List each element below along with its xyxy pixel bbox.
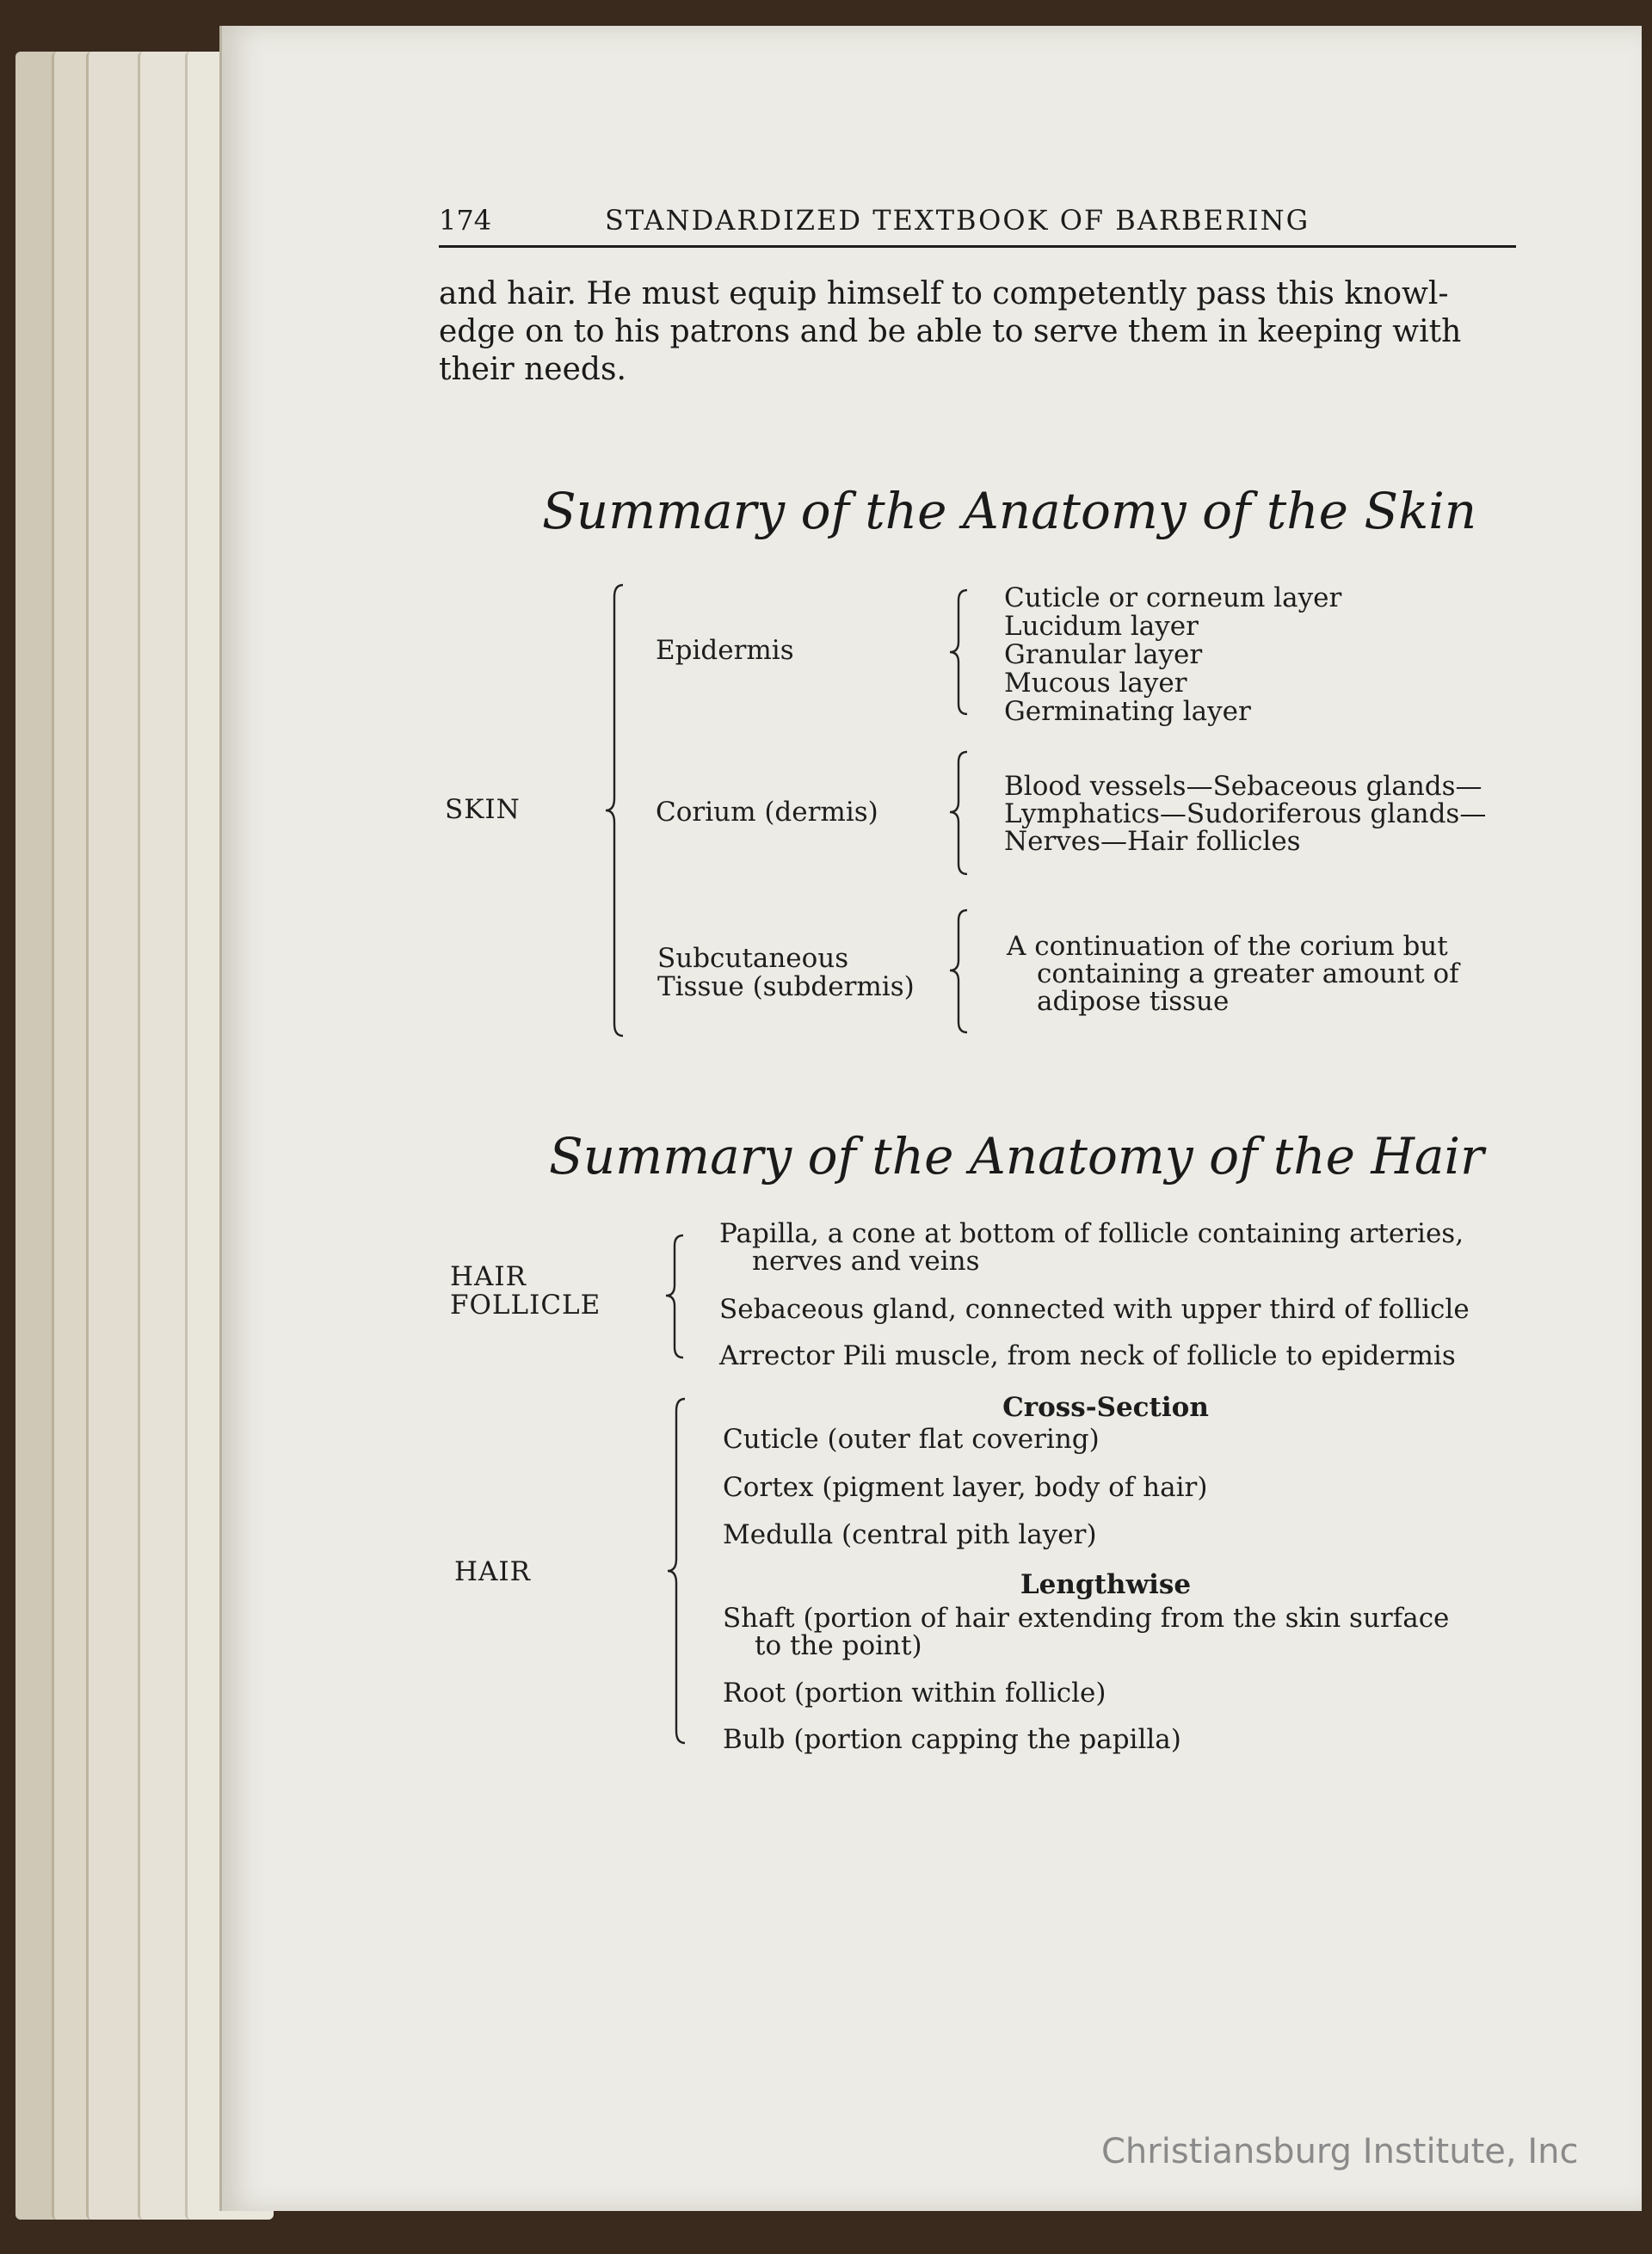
lengthwise-item: Root (portion within follicle) — [723, 1678, 1106, 1709]
subcutaneous-desc: containing a greater amount of — [1037, 958, 1459, 989]
lengthwise-item: to the point) — [755, 1630, 922, 1661]
skin-summary-title: Summary of the Anatomy of the Skin — [542, 482, 1477, 540]
corium-item: Lymphatics—Sudoriferous glands— — [1004, 798, 1487, 829]
lengthwise-heading: Lengthwise — [1020, 1569, 1192, 1600]
page-number: 174 — [439, 204, 492, 237]
follicle-papilla: nerves and veins — [752, 1246, 980, 1277]
hair-brace — [664, 1397, 690, 1746]
lengthwise-item: Shaft (portion of hair extending from the skin surface — [723, 1603, 1450, 1634]
epidermis-label: Epidermis — [656, 635, 794, 666]
epidermis-brace — [946, 588, 972, 719]
cross-section-item: Cuticle (outer flat covering) — [723, 1424, 1100, 1455]
hair-follicle-label: HAIR — [450, 1261, 527, 1292]
follicle-sebaceous: Sebaceous gland, connected with upper third of follicle — [719, 1294, 1470, 1325]
corium-brace — [946, 750, 972, 879]
intro-paragraph — [439, 275, 1519, 389]
follicle-papilla: Papilla, a cone at bottom of follicle containing arteries, — [719, 1218, 1464, 1249]
subcutaneous-brace — [946, 908, 972, 1038]
corium-label: Corium (dermis) — [656, 797, 878, 828]
epidermis-item: Germinating layer — [1004, 696, 1251, 727]
subcutaneous-label: Subcutaneous — [657, 943, 849, 974]
corium-item: Blood vessels—Sebaceous glands— — [1004, 771, 1482, 802]
lengthwise-item: Bulb (portion capping the papilla) — [723, 1724, 1181, 1755]
subcutaneous-desc: A continuation of the corium but — [1007, 931, 1448, 962]
subcutaneous-label: Tissue (subdermis) — [657, 971, 915, 1002]
cross-section-item: Medulla (central pith layer) — [723, 1519, 1097, 1550]
hair-follicle-label: FOLLICLE — [450, 1290, 601, 1321]
epidermis-item: Cuticle or corneum layer — [1004, 582, 1342, 613]
subcutaneous-desc: adipose tissue — [1037, 986, 1230, 1017]
corium-item: Nerves—Hair follicles — [1004, 826, 1301, 857]
intro-line: and hair. He must equip himself to competently pass this knowl- — [439, 276, 1449, 311]
cross-section-item: Cortex (pigment layer, body of hair) — [723, 1472, 1208, 1503]
skin-root-label: SKIN — [445, 794, 521, 825]
running-header — [439, 202, 1516, 248]
book-title: STANDARDIZED TEXTBOOK OF BARBERING — [605, 204, 1310, 237]
hair-label: HAIR — [454, 1556, 532, 1587]
follicle-arrector: Arrector Pili muscle, from neck of follicle to epidermis — [719, 1340, 1456, 1371]
cross-section-heading: Cross-Section — [1002, 1392, 1209, 1423]
epidermis-item: Granular layer — [1004, 639, 1203, 670]
epidermis-item: Mucous layer — [1004, 668, 1187, 699]
skin-main-brace — [602, 583, 628, 1039]
intro-line: their needs. — [439, 352, 626, 387]
hair-follicle-brace — [663, 1234, 688, 1363]
epidermis-item: Lucidum layer — [1004, 611, 1199, 642]
intro-line: edge on to his patrons and be able to serve them in keeping with — [439, 314, 1462, 349]
hair-summary-title: Summary of the Anatomy of the Hair — [549, 1127, 1484, 1186]
watermark-text: Christiansburg Institute, Inc — [1101, 2132, 1579, 2171]
